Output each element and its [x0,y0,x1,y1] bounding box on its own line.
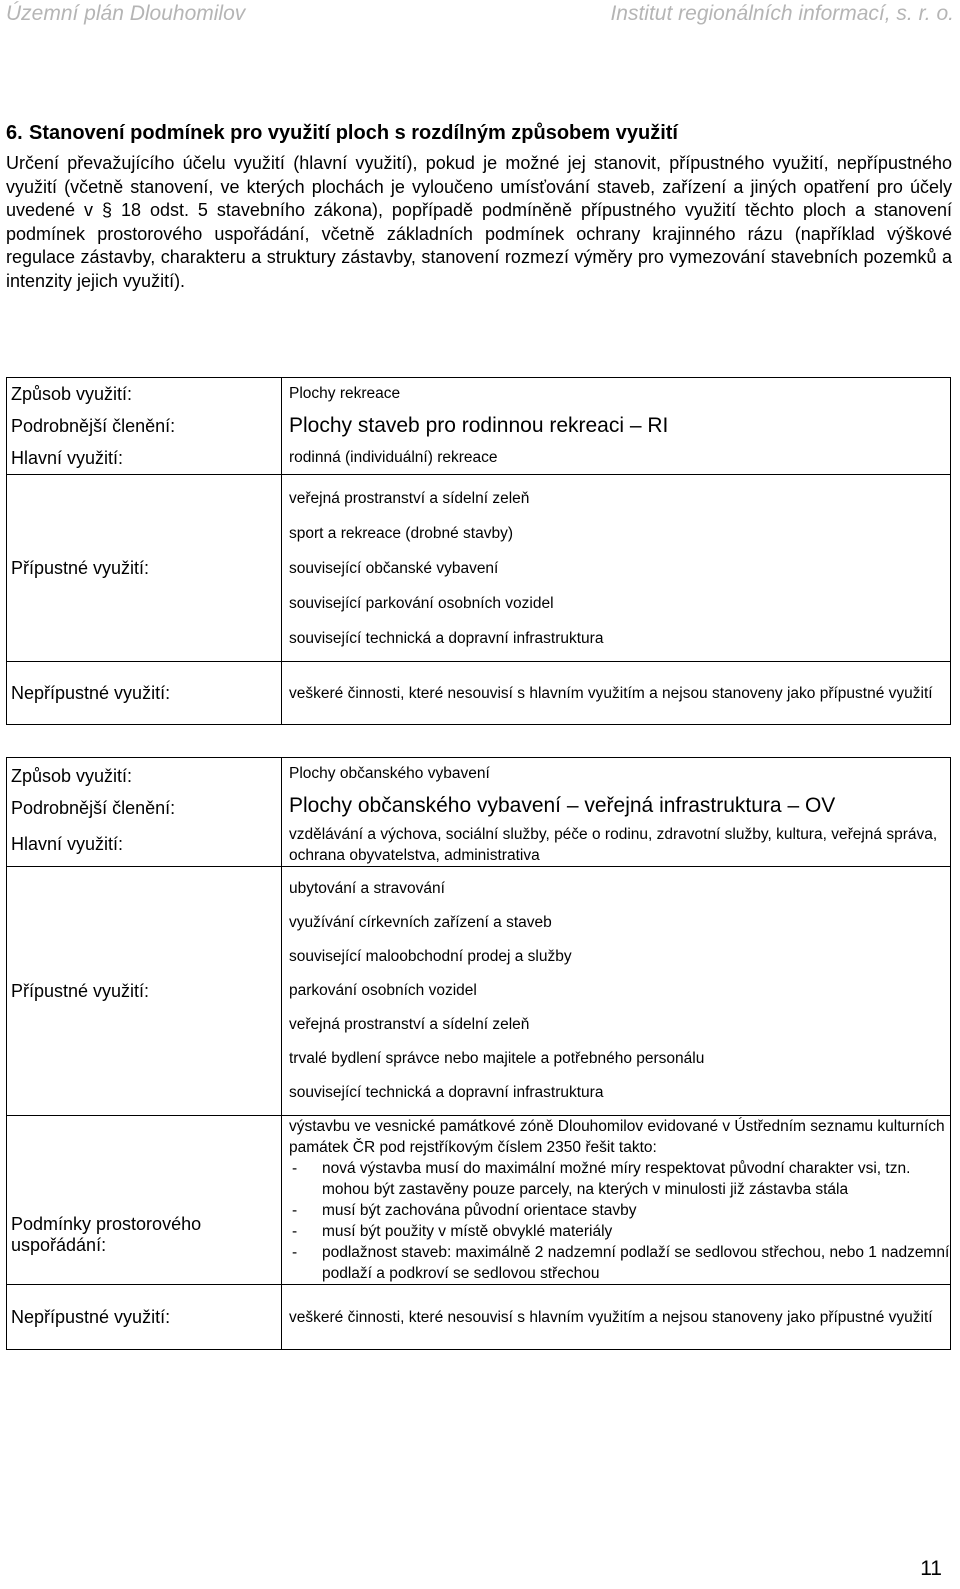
podrobnejsi-label: Podrobnější členění: [11,798,176,818]
list-item: související občanské vybavení [289,559,499,577]
header-organization: Institut regionálních informací, s. r. o. [610,2,954,25]
list-marker: - [292,1244,298,1261]
list-item: parkování osobních vozidel [289,982,477,999]
list-item: využívání církevních zařízení a staveb [289,914,552,931]
list-item: trvalé bydlení správce nebo majitele a potřebného personálu [289,1050,705,1067]
table-row [7,1116,951,1285]
section-title: Stanovení podmínek pro využití ploch s rozdílným způsobem využití [29,122,678,144]
list-marker: - [292,1160,298,1177]
list-item: - musí být použity v místě obvyklé materiály [292,1223,613,1240]
podminky-intro: výstavbu ve vesnické památkové zóně Dlouhomilov evidované v Ústředním seznamu kulturních památek ČR pod rejstříkovým číslem 2350 řešit takto: [289,1118,945,1156]
list-item: - musí být zachována původní orientace stavby [292,1202,637,1219]
pripustne-list [282,475,951,662]
hlavni-value: rodinná (individuální) rekreace [289,449,498,466]
list-item: veřejná prostranství a sídelní zeleň [289,1016,530,1033]
nepripustne-value: veškeré činnosti, které nesouvisí s hlavním využitím a nejsou stanoveny jako přípustné využití [282,662,951,725]
regulation-table-rekreace [6,377,951,725]
value-cell [282,758,951,867]
value-cell [282,378,951,475]
zpusob-label: Způsob využití: [11,766,133,786]
podrobnejsi-value: Plochy staveb pro rodinnou rekreaci – RI [289,414,669,437]
page-number: 11 [920,1557,942,1580]
podminky-list [289,1158,950,1284]
section-heading [6,122,678,145]
pripustne-label: Přípustné využití: [7,867,282,1116]
list-item: sport a rekreace (drobné stavby) [289,524,513,542]
table-row [7,662,951,725]
table-row [7,758,951,867]
list-item: ubytování a stravování [289,880,445,897]
zpusob-value: Plochy občanského vybavení [289,765,490,782]
hlavni-value: vzdělávání a výchova, sociální služby, péče o rodinu, zdravotní služby, kultura, veřejná správa, ochrana obyvatelstva, administrativa [289,826,938,864]
list-item: související technická a dopravní infrastruktura [289,1084,604,1101]
pripustne-label: Přípustné využití: [7,475,282,662]
list-marker: - [292,1202,298,1219]
zpusob-value: Plochy rekreace [289,385,401,402]
podrobnejsi-value: Plochy občanského vybavení – veřejná infrastruktura – OV [289,794,836,817]
podminky-value [282,1116,951,1285]
label-cell [7,378,282,475]
list-item: související maloobchodní prodej a služby [289,948,572,965]
table-row [7,378,951,475]
podminky-label: Podmínky prostorového uspořádání: [7,1116,282,1285]
label-cell [7,758,282,867]
pripustne-list [282,867,951,1116]
table-row [7,867,951,1116]
table-row [7,1285,951,1350]
list-item: související technická a dopravní infrastruktura [289,629,604,647]
list-marker: - [292,1223,298,1240]
list-item: - podlažnost staveb: maximálně 2 nadzemní podlaží se sedlovou střechou, nebo 1 nadzemní podlaží a podkroví se sedlovou střechou [292,1244,950,1282]
zpusob-label: Způsob využití: [11,384,133,404]
section-intro-paragraph: Určení převažujícího účelu využití (hlavní využití), pokud je možné jej stanovit, přípustného využití, nepřípustného využití (včetně stanovení, ve kterých plochách je vyloučeno umísťování staveb, zařízení a jiných opatření pro účely uvedené v § 18 odst. 5 stavebního zákona), popřípadě podmíněně přípustného využití těchto ploch a stanovení podmínek prostorového uspořádání, včetně základních podmínek ochrany krajinného rázu (například výškové regulace zástavby, charakteru a struktury zástavby, stanovení rozmezí výměry pro vymezování stavebních pozemků a intenzity jejich využití). [6,153,952,291]
nepripustne-label: Nepřípustné využití: [7,1285,282,1350]
list-item: veřejná prostranství a sídelní zeleň [289,489,530,507]
nepripustne-label: Nepřípustné využití: [7,662,282,725]
hlavni-label: Hlavní využití: [11,834,124,854]
podrobnejsi-label: Podrobnější členění: [11,416,176,436]
regulation-table-obcanske-vybaveni [6,757,951,1350]
running-header [6,2,954,30]
header-document-title: Územní plán Dlouhomilov [6,2,246,25]
list-item: - nová výstavba musí do maximální možné míry respektovat původní charakter vsi, tzn. mohou být zastavěny pouze parcely, na kterých v minulosti již zástavba stála [292,1160,911,1198]
hlavni-label: Hlavní využití: [11,448,124,468]
section-number: 6. [6,122,23,144]
table-row [7,475,951,662]
list-item: související parkování osobních vozidel [289,594,554,612]
nepripustne-value: veškeré činnosti, které nesouvisí s hlavním využitím a nejsou stanoveny jako přípustné využití [282,1285,951,1350]
